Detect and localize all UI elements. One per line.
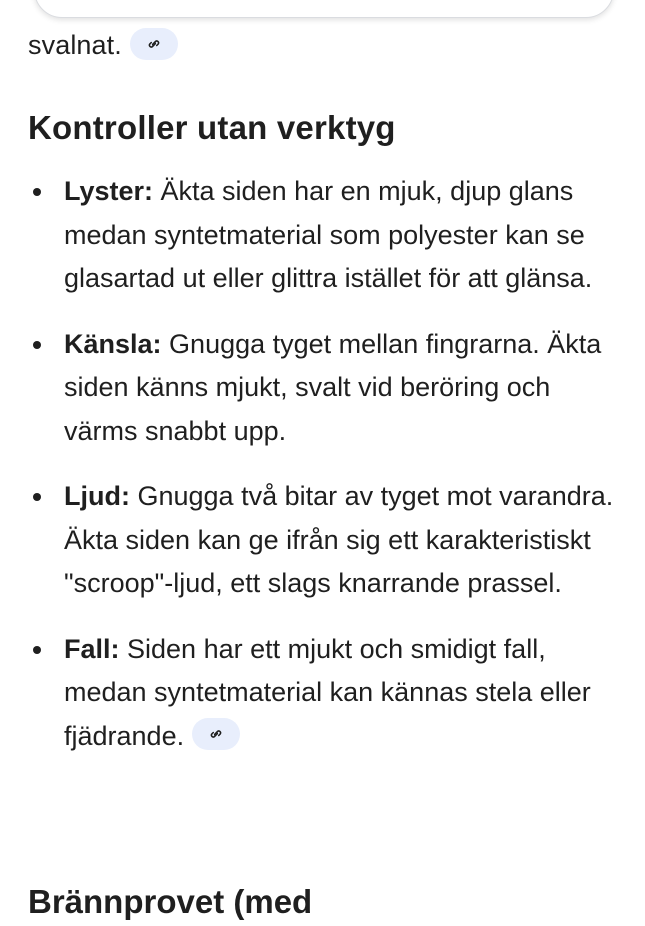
bullet-dot [33,646,41,654]
link-icon [145,35,163,53]
intro-paragraph-tail [28,24,178,67]
source-link-button[interactable] [192,718,240,750]
bullet-dot [33,341,41,349]
item-term: Känsla: [64,328,162,359]
item-term: Lyster: [64,176,154,206]
list-item [0,628,645,759]
item-text: Gnugga två bitar av tyget mot varandra. Äkta siden kan ge ifrån sig ett karakteristiskt "scroop"-ljud, ett slags knarrande prassel. [64,481,614,598]
search-box[interactable] [34,0,614,18]
checks-list [0,170,645,780]
item-term: Fall: [64,633,120,664]
list-item [0,323,645,454]
source-link-button[interactable] [130,28,178,60]
intro-text: svalnat. [28,30,122,60]
next-section-title: Brännprovet (med [28,883,313,920]
link-icon [207,725,225,743]
item-text: Siden har ett mjukt och smidigt fall, medan syntetmaterial kan kännas stela eller fjädrande. [64,633,591,751]
item-text: Gnugga tyget mellan fingrarna. Äkta siden känns mjukt, svalt vid beröring och värms snabbt upp. [64,328,602,446]
bullet-dot [33,493,41,501]
bullet-dot [33,188,41,196]
item-text: Äkta siden har en mjuk, djup glans medan syntetmaterial som polyester kan se glasartad ut eller glittra istället för att glänsa. [64,176,593,293]
item-term: Ljud: [64,481,130,511]
list-item [0,170,645,301]
list-item [0,475,645,606]
section-title: Kontroller utan verktyg [28,109,396,146]
